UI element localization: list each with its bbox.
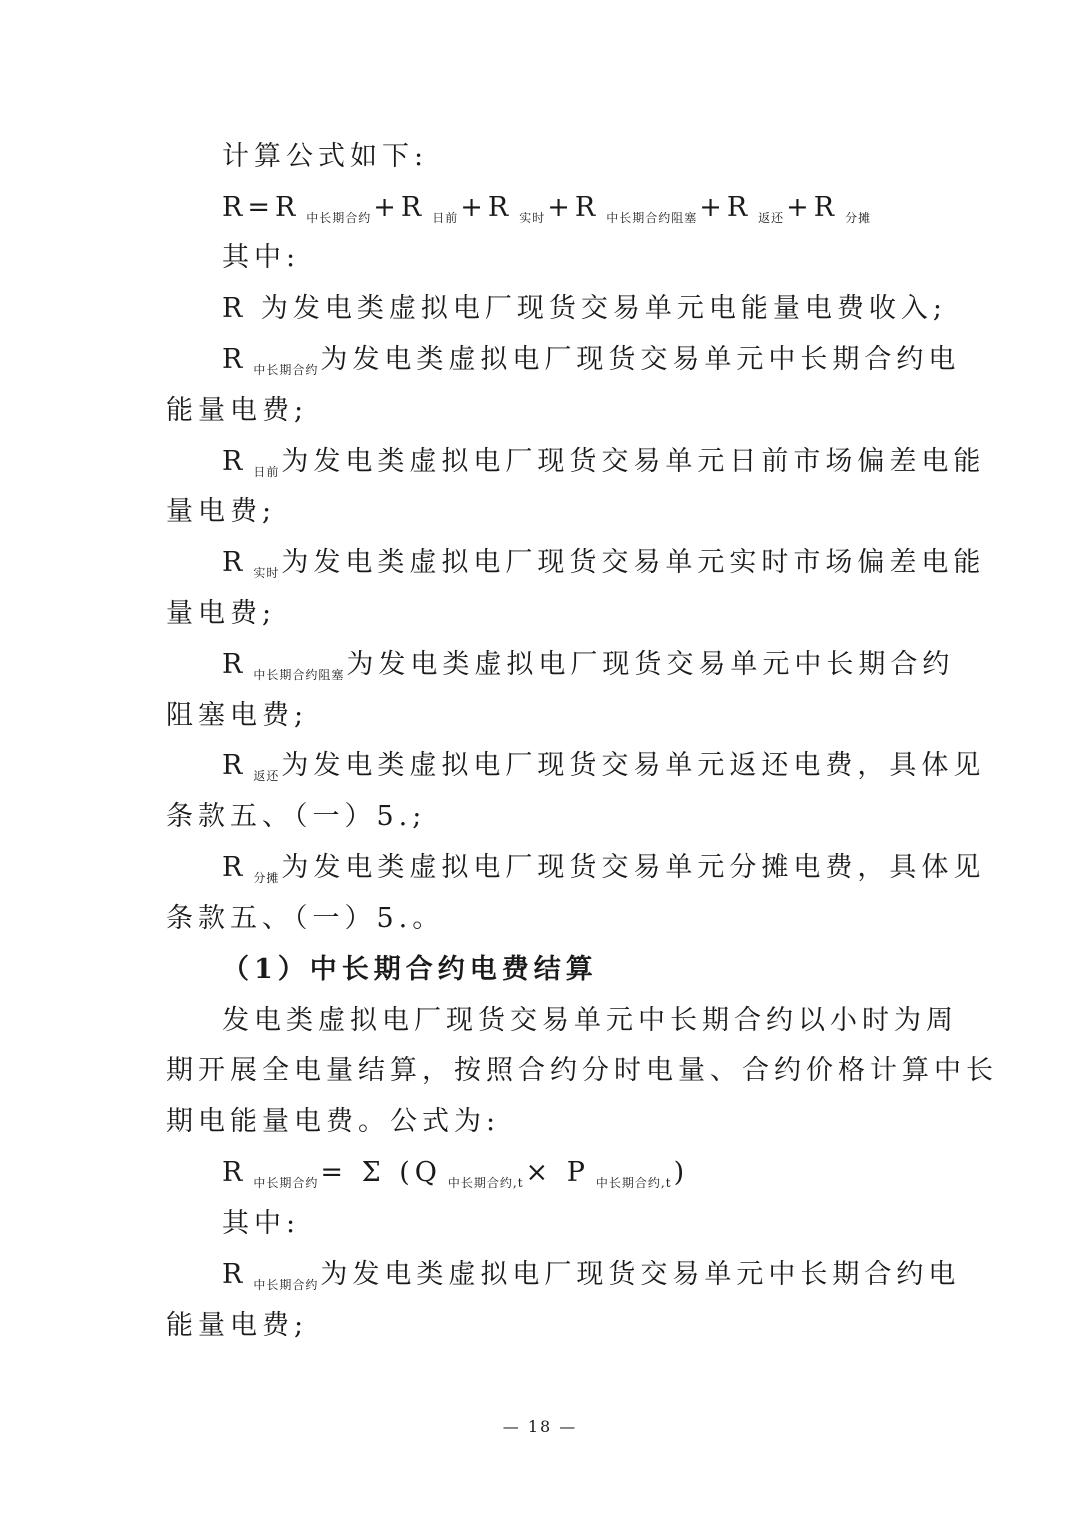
page-number: — 18 —	[502, 1417, 578, 1436]
formula-R-total: R=R $_{中长期合约}$+R $_{日前}$+R $_{实时}$+R $_{中长期合约阻塞}$+R $_{返还}$+R $_{分摊}$	[222, 192, 872, 225]
para-line-1: 发电类虚拟电厂现货交易单元中长期合约以小时为周	[222, 1005, 958, 1036]
def-R-da-cont: 量电费;	[166, 496, 277, 527]
def-R-mlt-2: R $_{中长期合约}$为发电类虚拟电厂现货交易单元中长期合约电	[222, 1259, 961, 1292]
def-R: R 为发电类虚拟电厂现货交易单元电能量电费收入;	[222, 293, 948, 324]
def-R-ret-cont: 条款五、（一）5.;	[166, 801, 427, 832]
def-R-cong: R $_{中长期合约阻塞}$为发电类虚拟电厂现货交易单元中长期合约	[222, 649, 955, 682]
def-R-alloc: R $_{分摊}$为发电类虚拟电厂现货交易单元分摊电费，具体见	[222, 852, 986, 885]
def-R-cong-cont: 阻塞电费;	[166, 700, 309, 731]
def-R-rt: R $_{实时}$为发电类虚拟电厂现货交易单元实时市场偏差电能	[222, 547, 986, 580]
def-R-mlt-cont: 能量电费;	[166, 395, 309, 426]
where-label-2: 其中:	[222, 1208, 301, 1239]
def-R-da: R $_{日前}$为发电类虚拟电厂现货交易单元日前市场偏差电能	[222, 446, 986, 479]
formula-intro: 计算公式如下:	[222, 141, 429, 172]
formula-R-mlt: R $_{中长期合约}$= Σ (Q $_{中长期合约,t}$× P $_{中长期合约,t}$)	[222, 1157, 690, 1190]
def-R-rt-cont: 量电费;	[166, 598, 277, 629]
def-R-mlt: R $_{中长期合约}$为发电类虚拟电厂现货交易单元中长期合约电	[222, 344, 961, 377]
def-R-ret: R $_{返还}$为发电类虚拟电厂现货交易单元返还电费，具体见	[222, 750, 986, 783]
where-label: 其中:	[222, 242, 301, 273]
def-R-alloc-cont: 条款五、（一）5.。	[166, 903, 445, 934]
def-R-mlt-2-cont: 能量电费;	[166, 1310, 309, 1341]
para-line-2: 期开展全电量结算，按照合约分时电量、合约价格计算中长	[166, 1055, 998, 1086]
section-heading: （1）中长期合约电费结算	[222, 954, 598, 985]
para-line-3: 期电能量电费。公式为:	[166, 1106, 501, 1137]
